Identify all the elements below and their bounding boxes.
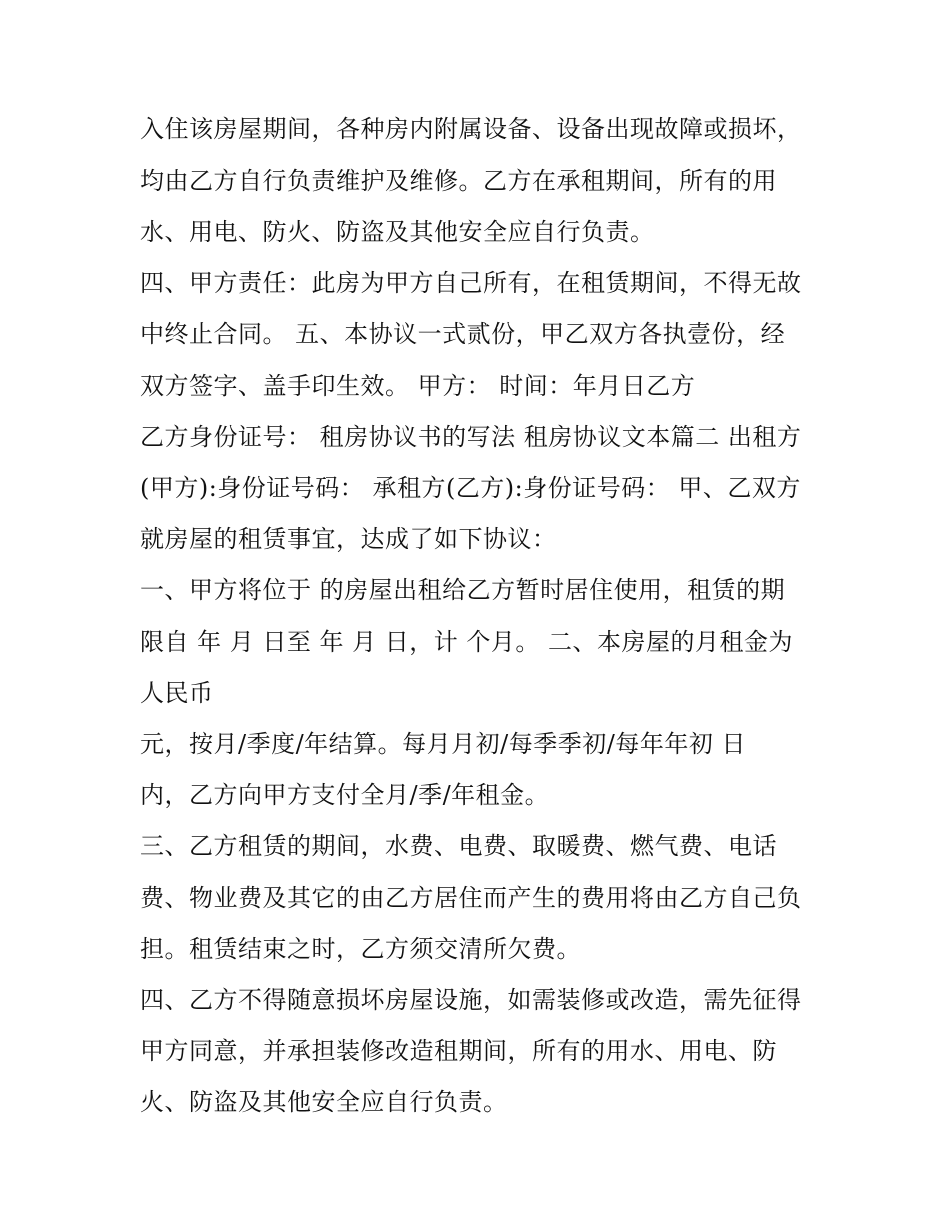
text-line: 限自 年 月 日至 年 月 日，计 个月。 二、本房屋的月租金为 [140, 628, 794, 656]
text-line: 乙方身份证号： 租房协议书的写法 租房协议文本篇二 出租方 [140, 423, 802, 451]
text-line: 均由乙方自行负责维护及维修。乙方在承租期间，所有的用 [140, 167, 777, 195]
text-line: 元，按月/季度/年结算。每月月初/每季季初/每年年初 日 [140, 730, 746, 758]
text-line: (甲方):身份证号码： 承租方(乙方):身份证号码： 甲、乙双方 [140, 474, 801, 502]
text-line: 甲方同意，并承担装修改造租期间，所有的用水、用电、防 [140, 1037, 777, 1065]
text-line: 水、用电、防火、防盗及其他安全应自行负责。 [140, 218, 655, 246]
text-line: 双方签字、盖手印生效。 甲方： 时间：年月日乙方 [140, 372, 696, 400]
text-line: 费、物业费及其它的由乙方居住而产生的费用将由乙方自己负 [140, 884, 802, 912]
text-line: 内，乙方向甲方支付全月/季/年租金。 [140, 781, 550, 809]
text-line: 人民币 [140, 679, 214, 707]
text-line: 中终止合同。 五、本协议一式贰份，甲乙双方各执壹份，经 [140, 320, 786, 348]
text-line: 担。租赁结束之时，乙方须交清所欠费。 [140, 935, 581, 963]
text-line: 入住该房屋期间，各种房内附属设备、设备出现故障或损坏， [140, 115, 802, 143]
text-line: 四、乙方不得随意损坏房屋设施，如需装修或改造，需先征得 [140, 986, 802, 1014]
text-line: 三、乙方租赁的期间，水费、电费、取暖费、燃气费、电话 [140, 832, 777, 860]
text-line: 火、防盗及其他安全应自行负责。 [140, 1088, 508, 1116]
text-line: 就房屋的租赁事宜，达成了如下协议： [140, 525, 557, 553]
text-line: 一、甲方将位于 的房屋出租给乙方暂时居住使用，租赁的期 [140, 576, 786, 604]
text-line: 四、甲方责任：此房为甲方自己所有，在租赁期间，不得无故 [140, 269, 802, 297]
